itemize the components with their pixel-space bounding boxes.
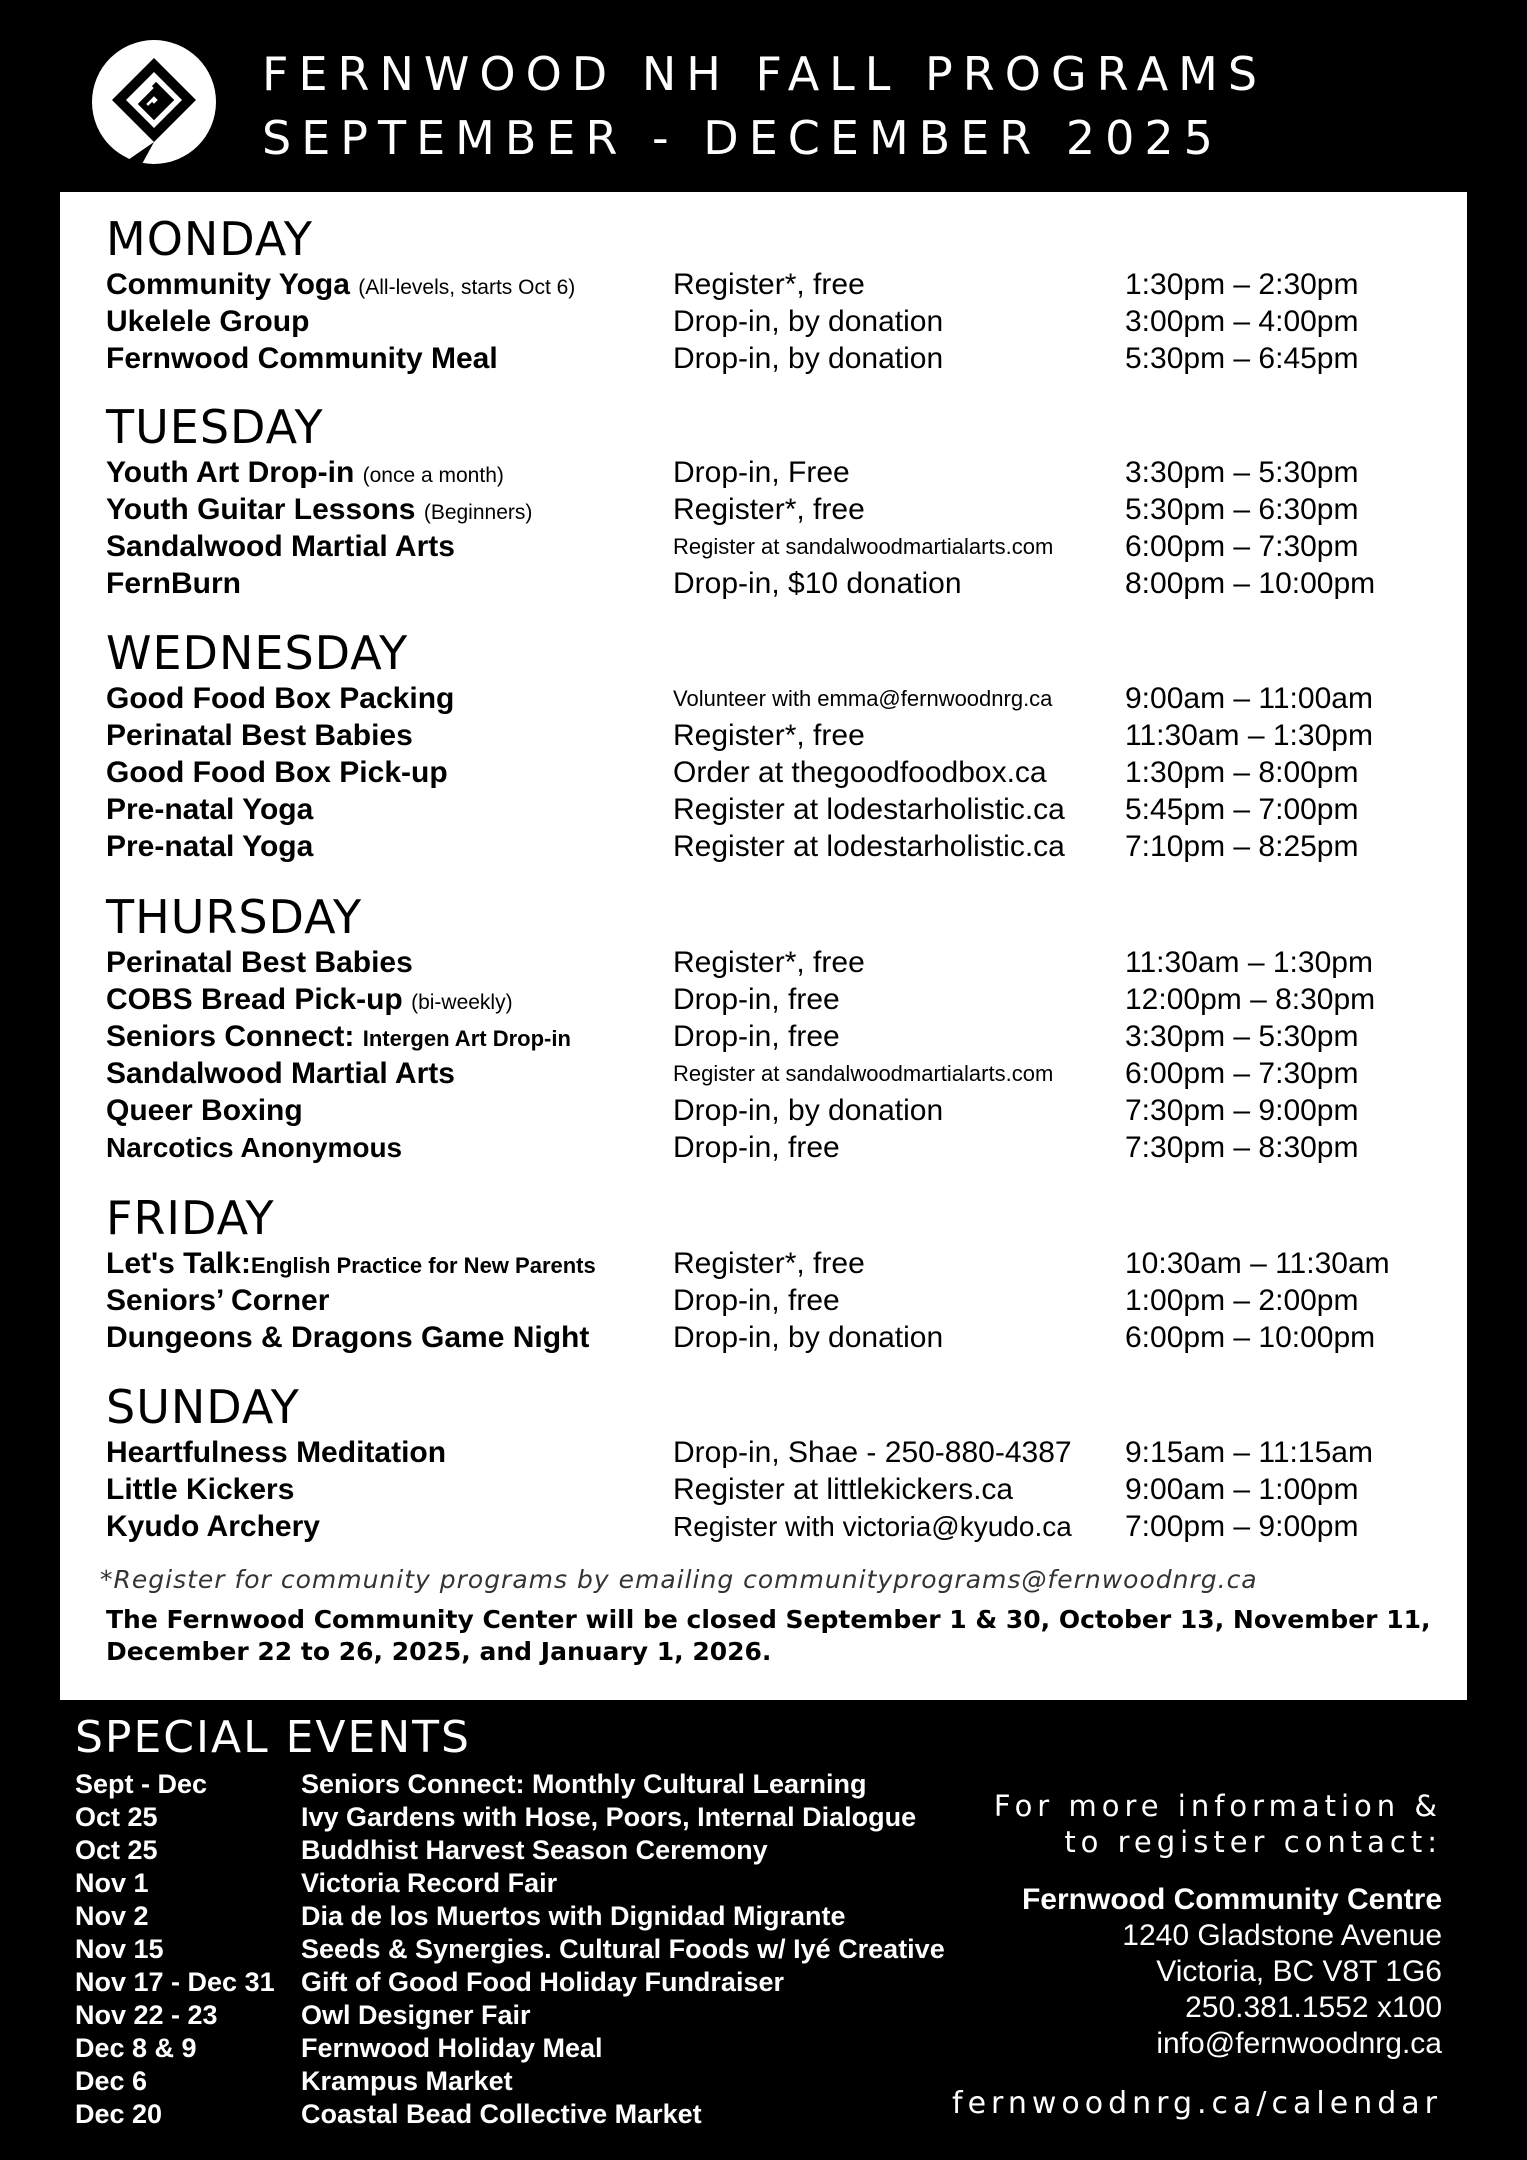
program-name: Kyudo Archery bbox=[106, 1510, 320, 1543]
event-date: Dec 8 & 9 bbox=[75, 2033, 197, 2063]
registration-info: Register*, free bbox=[673, 719, 865, 752]
page-title bbox=[262, 42, 1267, 170]
contact-address-line-1: 1240 Gladstone Avenue bbox=[1122, 1919, 1442, 1952]
schedule-row bbox=[106, 1434, 1456, 1471]
fernwood-logo bbox=[92, 40, 216, 164]
event-name: Victoria Record Fair bbox=[301, 1868, 558, 1898]
program-time: 3:30pm – 5:30pm bbox=[1125, 1020, 1359, 1053]
event-row bbox=[75, 1867, 975, 1900]
registration-info: Register*, free bbox=[673, 1247, 865, 1280]
schedule-row bbox=[106, 1282, 1456, 1319]
program-time: 5:30pm – 6:45pm bbox=[1125, 342, 1359, 375]
event-row bbox=[75, 1999, 975, 2032]
contact-email[interactable]: info@fernwoodnrg.ca bbox=[1156, 2027, 1442, 2060]
event-name: Seeds & Synergies. Cultural Foods w/ Iyé Creative bbox=[301, 1934, 945, 1964]
day-heading-tuesday: TUESDAY bbox=[106, 400, 324, 454]
special-events-heading: SPECIAL EVENTS bbox=[75, 1712, 471, 1763]
registration-info: Drop-in, free bbox=[673, 1284, 840, 1317]
event-row bbox=[75, 2098, 975, 2131]
registration-info: Register at sandalwoodmartialarts.com bbox=[673, 534, 1054, 559]
contact-intro-line-1: For more information & bbox=[993, 1789, 1442, 1823]
event-row bbox=[75, 2032, 975, 2065]
program-time: 3:00pm – 4:00pm bbox=[1125, 305, 1359, 338]
event-name: Owl Designer Fair bbox=[301, 2000, 531, 2030]
program-time: 9:00am – 1:00pm bbox=[1125, 1473, 1359, 1506]
event-name: Buddhist Harvest Season Ceremony bbox=[301, 1835, 768, 1865]
event-row bbox=[75, 1834, 975, 1867]
day-heading-thursday: THURSDAY bbox=[106, 890, 363, 944]
event-date: Oct 25 bbox=[75, 1835, 158, 1865]
program-time: 8:00pm – 10:00pm bbox=[1125, 567, 1376, 600]
program-time: 3:30pm – 5:30pm bbox=[1125, 456, 1359, 489]
program-time: 1:30pm – 2:30pm bbox=[1125, 268, 1359, 301]
contact-organization: Fernwood Community Centre bbox=[1021, 1883, 1442, 1916]
event-row bbox=[75, 1933, 975, 1966]
contact-phone: 250.381.1552 x100 bbox=[1185, 1991, 1442, 2024]
program-time: 7:10pm – 8:25pm bbox=[1125, 830, 1359, 863]
program-name: Sandalwood Martial Arts bbox=[106, 1057, 455, 1090]
schedule-row bbox=[106, 944, 1456, 981]
registration-info: Drop-in, Shae - 250-880-4387 bbox=[673, 1436, 1072, 1469]
spiral-logo-icon bbox=[92, 40, 216, 164]
contact-address-line-2: Victoria, BC V8T 1G6 bbox=[1156, 1955, 1442, 1988]
program-name: FernBurn bbox=[106, 567, 241, 600]
program-time: 9:15am – 11:15am bbox=[1125, 1436, 1373, 1469]
schedule-row bbox=[106, 565, 1456, 602]
program-name: Dungeons & Dragons Game Night bbox=[106, 1321, 590, 1354]
calendar-url[interactable]: fernwoodnrg.ca/calendar bbox=[952, 2086, 1442, 2121]
registration-info: Register at lodestarholistic.ca bbox=[673, 830, 1065, 863]
registration-footnote: *Register for community programs by emailing communityprograms@fernwoodnrg.ca bbox=[100, 1565, 1258, 1594]
registration-info: Register*, free bbox=[673, 946, 865, 979]
registration-info: Drop-in, Free bbox=[673, 456, 850, 489]
day-heading-friday: FRIDAY bbox=[106, 1191, 275, 1245]
program-time: 6:00pm – 7:30pm bbox=[1125, 1057, 1359, 1090]
schedule-row bbox=[106, 791, 1456, 828]
event-name: Dia de los Muertos with Dignidad Migrante bbox=[301, 1901, 846, 1931]
program-time: 6:00pm – 10:00pm bbox=[1125, 1321, 1376, 1354]
program-name: Youth Art Drop-in (once a month) bbox=[106, 456, 504, 489]
event-date: Nov 2 bbox=[75, 1901, 149, 1931]
schedule-row bbox=[106, 981, 1456, 1018]
program-time: 5:30pm – 6:30pm bbox=[1125, 493, 1359, 526]
schedule-row bbox=[106, 717, 1456, 754]
schedule-row bbox=[106, 340, 1456, 377]
closure-notice: The Fernwood Community Center will be closed September 1 & 30, October 13, November 11, December 22 to 26, 2025, and January 1, 2026. bbox=[106, 1605, 1431, 1666]
event-date: Nov 22 - 23 bbox=[75, 2000, 218, 2030]
program-name: Perinatal Best Babies bbox=[106, 719, 413, 752]
day-heading-sunday: SUNDAY bbox=[106, 1380, 300, 1434]
registration-info: Drop-in, by donation bbox=[673, 305, 944, 338]
title-line-2: SEPTEMBER - DECEMBER 2025 bbox=[262, 111, 1223, 165]
day-heading-wednesday: WEDNESDAY bbox=[106, 626, 409, 680]
day-heading-monday: MONDAY bbox=[106, 212, 313, 266]
event-date: Nov 15 bbox=[75, 1934, 164, 1964]
program-time: 11:30am – 1:30pm bbox=[1125, 719, 1373, 752]
schedule-row bbox=[106, 1319, 1456, 1356]
registration-info: Drop-in, free bbox=[673, 1131, 840, 1164]
registration-info: Drop-in, free bbox=[673, 983, 840, 1016]
program-time: 9:00am – 11:00am bbox=[1125, 682, 1373, 715]
event-name: Coastal Bead Collective Market bbox=[301, 2099, 702, 2129]
program-time: 7:30pm – 9:00pm bbox=[1125, 1094, 1359, 1127]
event-name: Fernwood Holiday Meal bbox=[301, 2033, 603, 2063]
event-date: Oct 25 bbox=[75, 1802, 158, 1832]
schedule-row bbox=[106, 1055, 1456, 1092]
schedule-row bbox=[106, 454, 1456, 491]
event-date: Nov 1 bbox=[75, 1868, 149, 1898]
program-name: Fernwood Community Meal bbox=[106, 342, 498, 375]
program-name: Ukelele Group bbox=[106, 305, 310, 338]
registration-info: Register at littlekickers.ca bbox=[673, 1473, 1014, 1506]
schedule-row bbox=[106, 754, 1456, 791]
program-time: 12:00pm – 8:30pm bbox=[1125, 983, 1376, 1016]
event-name: Gift of Good Food Holiday Fundraiser bbox=[301, 1967, 784, 1997]
title-line-1: FERNWOOD NH FALL PROGRAMS bbox=[262, 47, 1268, 101]
program-name: Pre-natal Yoga bbox=[106, 830, 314, 863]
registration-info: Register*, free bbox=[673, 268, 865, 301]
registration-info: Drop-in, $10 donation bbox=[673, 567, 962, 600]
program-time: 10:30am – 11:30am bbox=[1125, 1247, 1390, 1280]
program-name: Narcotics Anonymous bbox=[106, 1132, 403, 1163]
schedule-row bbox=[106, 528, 1456, 565]
program-name: Let's Talk:English Practice for New Parents bbox=[106, 1247, 596, 1280]
schedule-row bbox=[106, 828, 1456, 865]
registration-info: Drop-in, by donation bbox=[673, 342, 944, 375]
event-name: Seniors Connect: Monthly Cultural Learning bbox=[301, 1769, 867, 1799]
program-name: Seniors’ Corner bbox=[106, 1284, 330, 1317]
schedule-row bbox=[106, 1508, 1456, 1545]
program-name: Good Food Box Packing bbox=[106, 682, 455, 715]
program-time: 6:00pm – 7:30pm bbox=[1125, 530, 1359, 563]
registration-info: Volunteer with emma@fernwoodnrg.ca bbox=[673, 686, 1053, 711]
event-name: Ivy Gardens with Hose, Poors, Internal Dialogue bbox=[301, 1802, 917, 1832]
program-name: Perinatal Best Babies bbox=[106, 946, 413, 979]
schedule-row bbox=[106, 1471, 1456, 1508]
program-name: Good Food Box Pick-up bbox=[106, 756, 448, 789]
event-row bbox=[75, 1768, 975, 1801]
event-row bbox=[75, 1900, 975, 1933]
event-date: Nov 17 - Dec 31 bbox=[75, 1967, 275, 1997]
schedule-row bbox=[106, 680, 1456, 717]
registration-info: Register*, free bbox=[673, 493, 865, 526]
event-date: Dec 20 bbox=[75, 2099, 163, 2129]
schedule-row bbox=[106, 1245, 1456, 1282]
program-time: 1:30pm – 8:00pm bbox=[1125, 756, 1359, 789]
contact-intro-line-2: to register contact: bbox=[1064, 1825, 1442, 1859]
program-time: 7:30pm – 8:30pm bbox=[1125, 1131, 1359, 1164]
schedule-row bbox=[106, 1018, 1456, 1055]
program-name: COBS Bread Pick-up (bi-weekly) bbox=[106, 983, 513, 1016]
registration-info: Register at sandalwoodmartialarts.com bbox=[673, 1061, 1054, 1086]
event-row bbox=[75, 1966, 975, 1999]
program-time: 7:00pm – 9:00pm bbox=[1125, 1510, 1359, 1543]
program-name: Youth Guitar Lessons (Beginners) bbox=[106, 493, 533, 526]
program-name: Heartfulness Meditation bbox=[106, 1436, 447, 1469]
program-time: 11:30am – 1:30pm bbox=[1125, 946, 1373, 979]
schedule-row bbox=[106, 1129, 1456, 1166]
registration-info: Register at lodestarholistic.ca bbox=[673, 793, 1065, 826]
event-row bbox=[75, 1801, 975, 1834]
program-name: Sandalwood Martial Arts bbox=[106, 530, 455, 563]
program-name: Community Yoga (All-levels, starts Oct 6) bbox=[106, 268, 576, 301]
registration-info: Drop-in, by donation bbox=[673, 1321, 944, 1354]
event-date: Dec 6 bbox=[75, 2066, 148, 2096]
schedule-row bbox=[106, 491, 1456, 528]
event-date: Sept - Dec bbox=[75, 1769, 208, 1799]
schedule-row bbox=[106, 303, 1456, 340]
program-time: 1:00pm – 2:00pm bbox=[1125, 1284, 1359, 1317]
registration-info: Register with victoria@kyudo.ca bbox=[673, 1511, 1072, 1542]
program-name: Queer Boxing bbox=[106, 1094, 303, 1127]
program-name: Little Kickers bbox=[106, 1473, 295, 1506]
event-name: Krampus Market bbox=[301, 2066, 513, 2096]
registration-info: Drop-in, free bbox=[673, 1020, 840, 1053]
program-name: Seniors Connect: Intergen Art Drop-in bbox=[106, 1020, 571, 1053]
program-name: Pre-natal Yoga bbox=[106, 793, 314, 826]
program-time: 5:45pm – 7:00pm bbox=[1125, 793, 1359, 826]
weekly-schedule-panel bbox=[60, 192, 1467, 1700]
schedule-row bbox=[106, 1092, 1456, 1129]
registration-info: Drop-in, by donation bbox=[673, 1094, 944, 1127]
schedule-row bbox=[106, 266, 1456, 303]
contact-intro bbox=[994, 1788, 1442, 1860]
event-row bbox=[75, 2065, 975, 2098]
registration-info: Order at thegoodfoodbox.ca bbox=[673, 756, 1047, 789]
